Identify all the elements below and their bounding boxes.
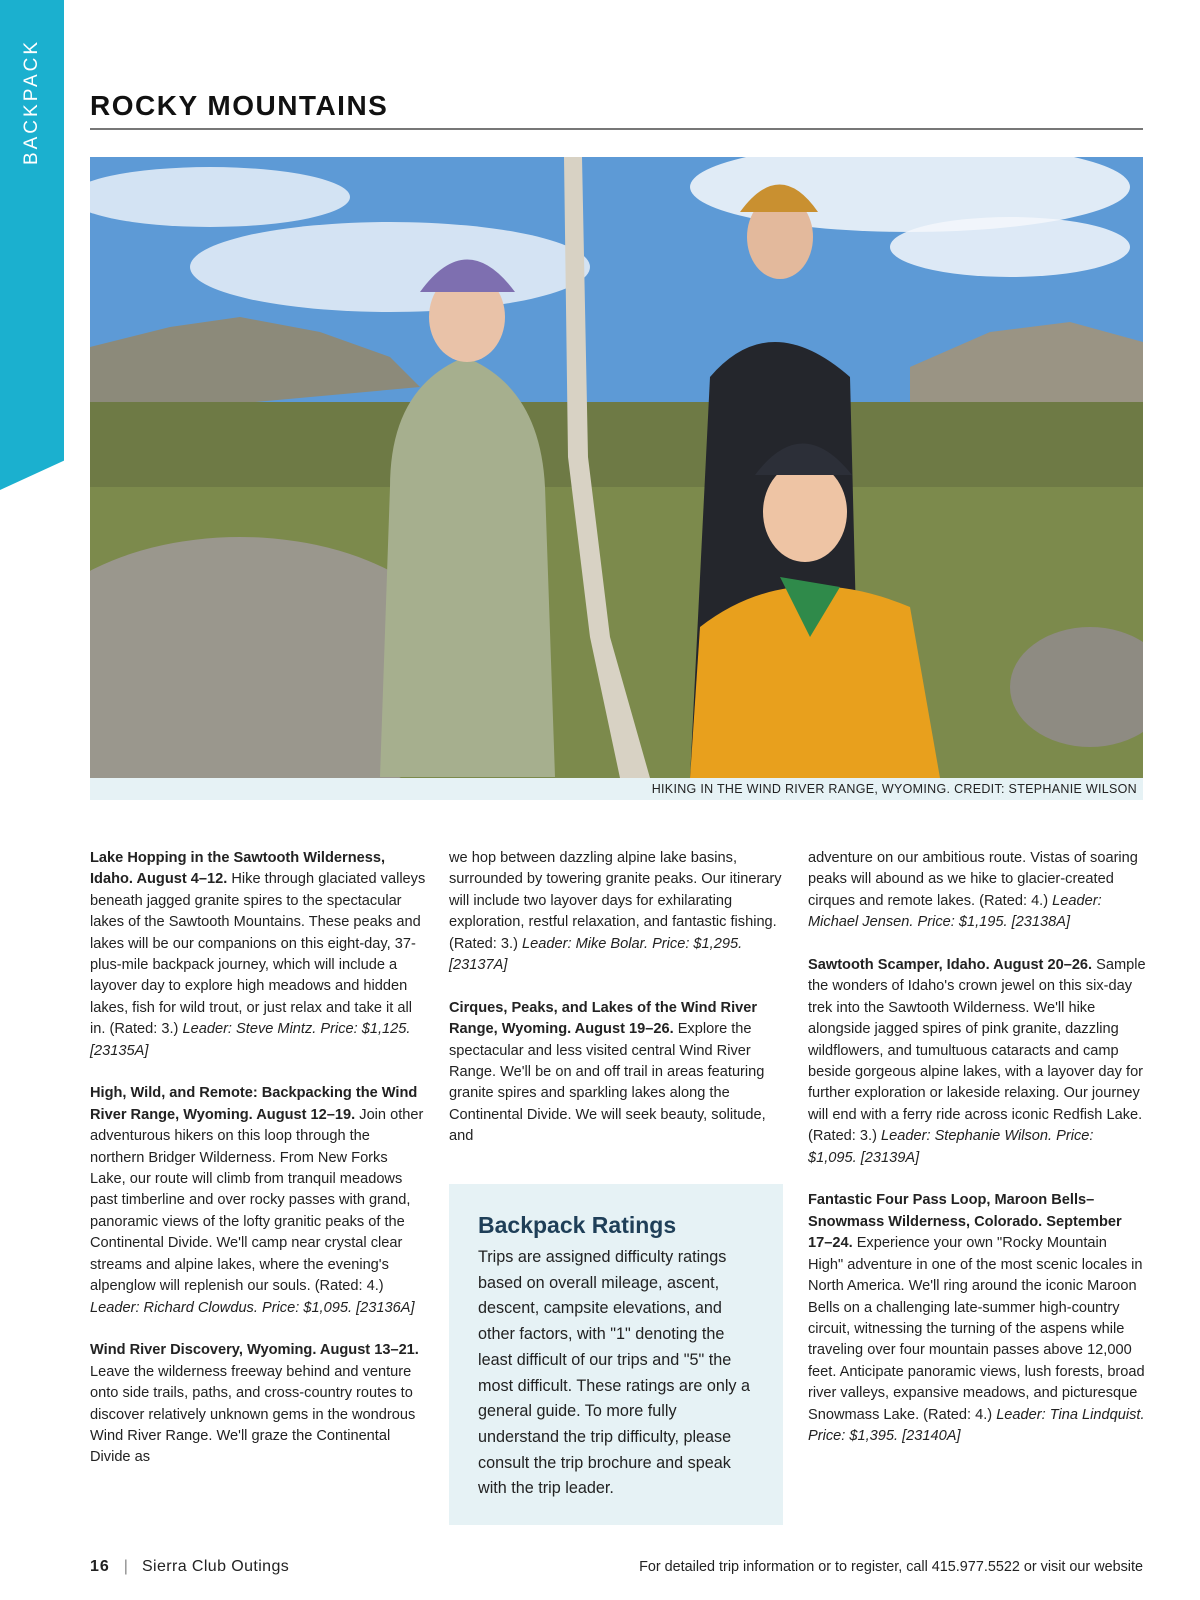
- ratings-box: [449, 1184, 783, 1525]
- trip-description: Hike through glaciated valleys beneath jagged granite spires to the spectacular lakes of the Sawtooth Mountains. These peaks and lakes will be our companions on this eight-day, 37-plus-mile backpack journey, which will include a layover day to explore high meadows and hidden lakes, fish for wild trout, or just relax and take it all in. (Rated: 3.): [90, 871, 426, 1038]
- trip-entry-continued: [449, 848, 785, 976]
- trip-leader-price: Leader: Mike Bolar. Price: $1,295. [23137A]: [449, 935, 743, 974]
- hero-photo: [90, 157, 1143, 778]
- hiker-right-face: [763, 462, 847, 562]
- trip-entry: [90, 1340, 426, 1468]
- hiker-left-body: [380, 357, 555, 777]
- column-1: [90, 848, 426, 1490]
- photo-caption: HIKING IN THE WIND RIVER RANGE, WYOMING. CREDIT: STEPHANIE WILSON: [90, 778, 1143, 800]
- trip-leader-price: Leader: Tina Lindquist. Price: $1,395. [23140A]: [808, 1406, 1145, 1444]
- column-2: [449, 848, 785, 1169]
- trip-title: Cirques, Peaks, and Lakes of the Wind River Range, Wyoming. August 19–26.: [449, 999, 758, 1038]
- trip-description: we hop between dazzling alpine lake basins, surrounded by towering granite peaks. Our itinerary will include two layover days for exhilarating exploration, restful relaxation, and fantastic fishing. (Rated: 3.): [449, 850, 782, 952]
- ratings-title: Backpack Ratings: [478, 1212, 677, 1238]
- trip-description: adventure on our ambitious route. Vistas of soaring peaks will abound as we hike to glacier-created cirques and remote lakes. (Rated: 4.): [808, 850, 1138, 909]
- trip-description: Explore the spectacular and less visited central Wind River Range. We'll be on and off trail in areas featuring granite spires and sparkling lakes along the Continental Divide. We will seek beauty, solitude, and: [449, 1021, 766, 1145]
- column-3: [808, 848, 1146, 1469]
- footer-separator: |: [123, 1558, 128, 1575]
- trip-title: Sawtooth Scamper, Idaho. August 20–26.: [808, 957, 1093, 974]
- trip-leader-price: Leader: Michael Jensen. Price: $1,195. [23138A]: [808, 892, 1102, 931]
- trip-description: Leave the wilderness freeway behind and venture onto side trails, paths, and cross-country routes to discover relatively unknown gems in the wondrous Wind River Range. We'll graze the Continental Divide as: [90, 1363, 416, 1466]
- cloud: [190, 222, 590, 312]
- ratings-body: Trips are assigned difficulty ratings based on overall mileage, ascent, descent, campsite elevations, and other factors, with "1" denoting the least difficult of our trips and "5" the most difficult. These ratings are only a general guide. To more fully understand the trip difficulty, please consult the trip brochure and speak with the trip leader.: [478, 1248, 751, 1498]
- trip-entry: [808, 1190, 1146, 1447]
- footer-contact: For detailed trip information or to register, call 415.977.5522 or visit our website: [639, 1559, 1143, 1575]
- trip-entry: [449, 998, 785, 1148]
- section-tab-label: BACKPACK: [21, 38, 43, 166]
- trip-description: Experience your own "Rocky Mountain High" adventure in one of the most scenic locales in North America. We'll ring around the iconic Maroon Bells on a challenging late-summer high-country circuit, witnessing the turning of the aspens while traveling over four mountain passes above 12,000 feet. Anticipate panoramic views, lush forests, broad river valleys, expansive meadows, and picturesque Snowmass Lake. (Rated: 4.): [808, 1235, 1145, 1423]
- trip-entry: [90, 848, 426, 1062]
- trip-entry: [90, 1083, 426, 1318]
- trip-leader-price: Leader: Stephanie Wilson. Price: $1,095. [23139A]: [808, 1128, 1094, 1166]
- section-tab-label-wrap: [8, 32, 56, 172]
- trip-description: Join other adventurous hikers on this loop through the northern Bridger Wilderness. From New Forks Lake, our route will climb from tranquil meadows past timberline and over rocky passes with grand, panoramic views of the lofty granitic peaks of the Continental Divide. We'll camp near crystal clear streams and alpine lakes, where the evening's alpenglow will replenish our souls. (Rated: 4.): [90, 1106, 424, 1295]
- trip-leader-price: Leader: Steve Mintz. Price: $1,125. [23135A]: [90, 1021, 411, 1059]
- trip-title: Wind River Discovery, Wyoming. August 13–21.: [90, 1342, 419, 1359]
- page-number: 16: [90, 1558, 110, 1575]
- trip-title: Fantastic Four Pass Loop, Maroon Bells–Snowmass Wilderness, Colorado. September 17–24.: [808, 1192, 1122, 1252]
- trip-title: Lake Hopping in the Sawtooth Wilderness, Idaho. August 4–12.: [90, 850, 386, 888]
- hero-photo-illustration: [90, 157, 1143, 778]
- title-divider: [90, 128, 1143, 130]
- trip-entry: [808, 955, 1146, 1169]
- page-title: ROCKY MOUNTAINS: [90, 90, 389, 121]
- cloud: [890, 217, 1130, 277]
- publication-name: Sierra Club Outings: [141, 1558, 290, 1575]
- trip-description: Sample the wonders of Idaho's crown jewel on this six-day trek into the Sawtooth Wilderness. We'll hike alongside jagged spires of pink granite, dazzling wildflowers, and tumultuous cataracts and camp beside gorgeous alpine lakes, with a layover day for further exploration or lakeside relaxing. Our journey will end with a ferry ride across iconic Redfish Lake. (Rated: 3.): [808, 957, 1146, 1145]
- trip-entry-continued: [808, 848, 1146, 934]
- trip-title: High, Wild, and Remote: Backpacking the Wind River Range, Wyoming. August 12–19.: [90, 1085, 418, 1123]
- trip-leader-price: Leader: Richard Clowdus. Price: $1,095. [23136A]: [90, 1299, 415, 1316]
- footer-left: [90, 1558, 289, 1576]
